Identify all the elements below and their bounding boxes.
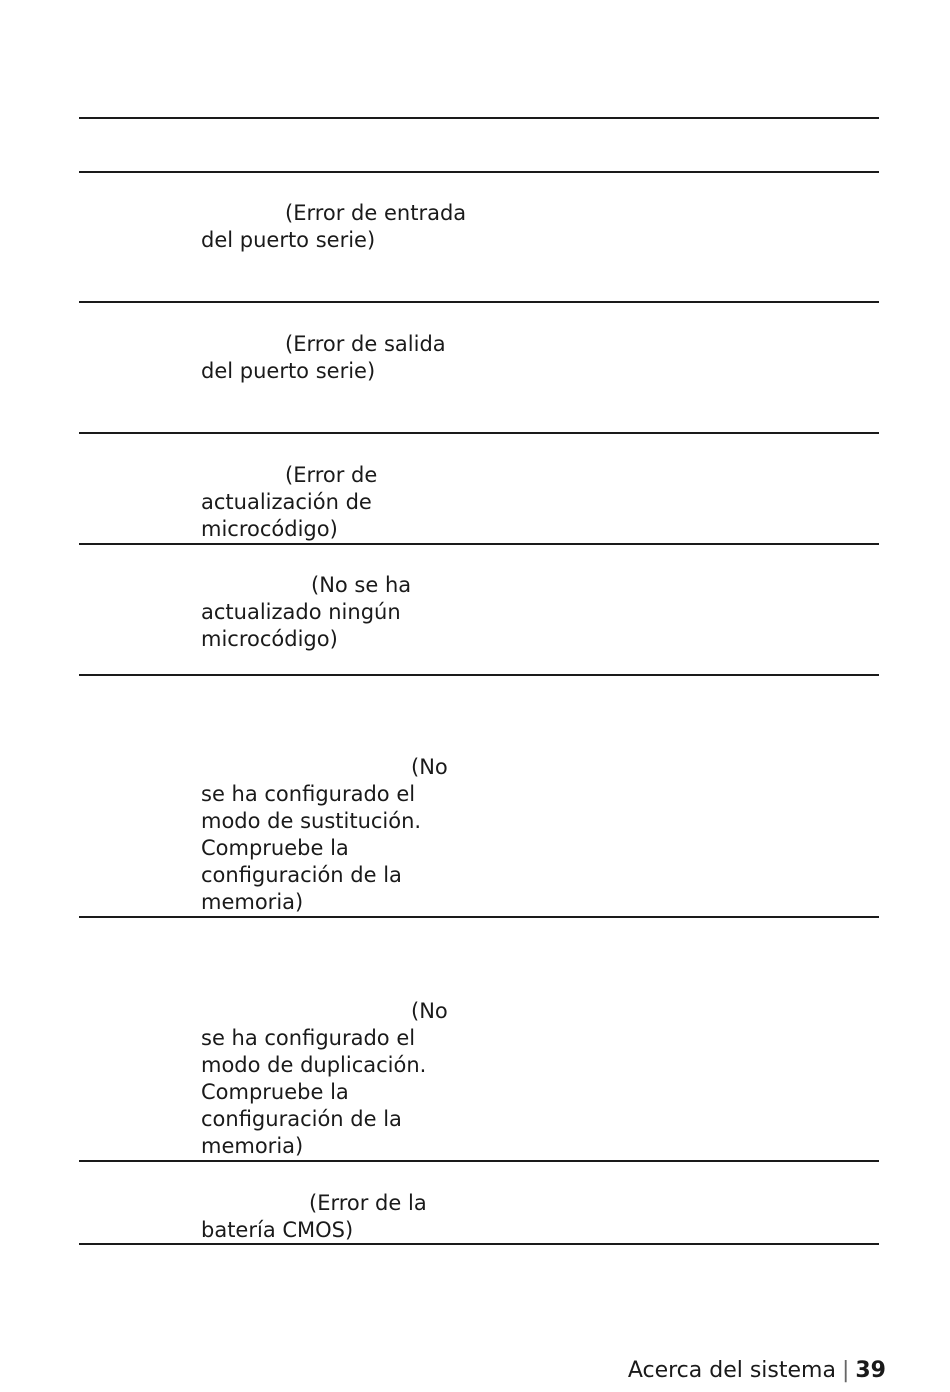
table-cell-description: (No se ha actualizado ningún microcódigo) (201, 573, 412, 651)
table-cell-description: (Error de actualización de microcódigo) (201, 463, 378, 541)
table-rule (79, 916, 879, 918)
table-rule (79, 1243, 879, 1245)
table-rule (79, 432, 879, 434)
table-cell-description: (No se ha configurado el modo de sustitución. Compruebe la configuración de la memoria) (201, 755, 448, 914)
footer-section-title: Acerca del sistema (627, 1358, 836, 1383)
table-cell-description: (Error de la batería CMOS) (201, 1191, 427, 1242)
page-footer (628, 1356, 886, 1386)
table-rule (79, 117, 879, 119)
page-number: 39 (855, 1358, 886, 1383)
table-rule (79, 674, 879, 676)
table-rule (79, 171, 879, 173)
table-rule (79, 543, 879, 545)
table-cell-description: (Error de salida del puerto serie) (201, 332, 446, 383)
table-rule (79, 1160, 879, 1162)
table-cell-description: (No se ha configurado el modo de duplicación. Compruebe la configuración de la memoria) (201, 999, 448, 1158)
footer-separator: | (841, 1358, 850, 1383)
table-rule (79, 301, 879, 303)
table-cell-description: (Error de entrada del puerto serie) (201, 201, 467, 252)
